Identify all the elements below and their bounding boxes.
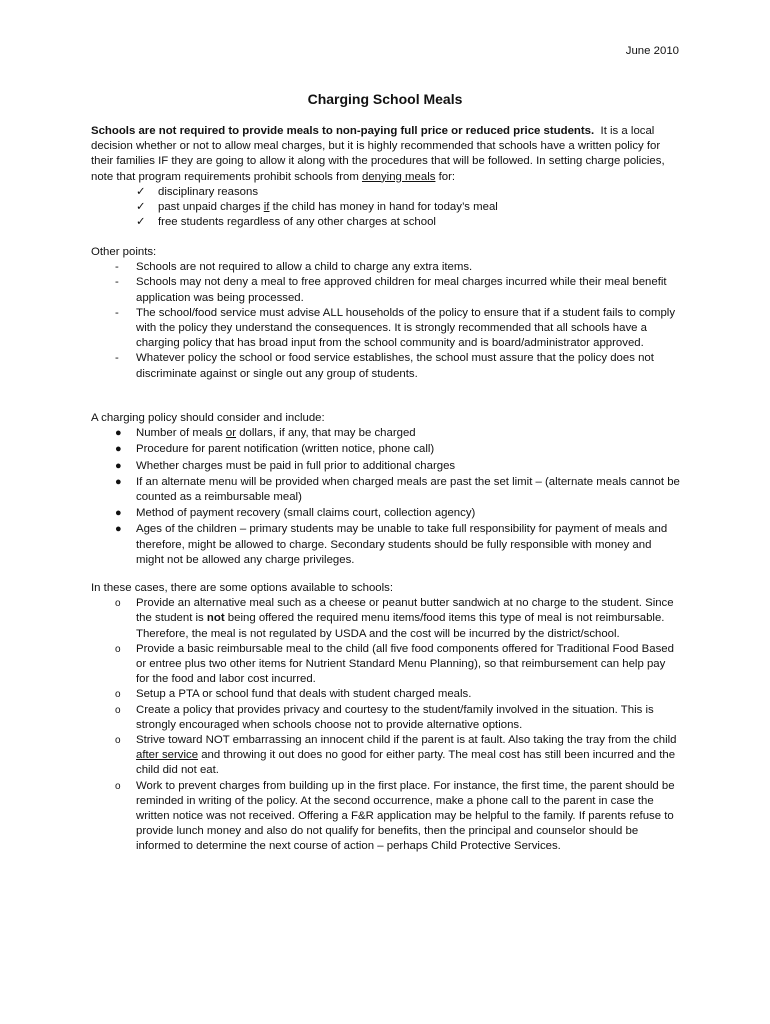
- bullet-icon: ●: [115, 443, 122, 456]
- circle-bullet-icon: o: [115, 704, 121, 716]
- list-item: o Strive toward NOT embarrassing an innocent child if the parent is at fault. Also taking the tray from the child after service and throwing it out does no good for either party. The meal cost has still been incurred and the child did not eat.: [115, 734, 677, 777]
- list-item: o Work to prevent charges from building up in the first place. For instance, the first time, the parent should be reminded in writing of the policy. At the second occurrence, make a phone call to the parent in case the written notice was not received. Offering a F&R application may be helpful to the family. If parents refuse to provide lunch money and also do not qualify for benefits, then the principal and counselor should be informed to determine the next course of action – perhaps Child Protective Services.: [115, 779, 675, 853]
- charging-policy-section: [91, 411, 681, 568]
- intro-paragraph: [91, 124, 681, 185]
- list-item: o Setup a PTA or school fund that deals with student charged meals.: [91, 687, 681, 702]
- document-date: June 2010: [625, 45, 679, 57]
- intro-underline: denying meals: [361, 170, 436, 183]
- options-section: [91, 581, 681, 855]
- dash-icon: -: [115, 276, 119, 289]
- checkmark-icon: ✓: [136, 216, 146, 229]
- list-item: ✓ disciplinary reasons: [91, 185, 681, 200]
- options-heading: In these cases, there are some options available to schools:: [91, 582, 394, 594]
- other-points-heading: Other points:: [91, 246, 157, 258]
- policy-list: [91, 426, 681, 568]
- checkmark-icon: ✓: [136, 185, 146, 198]
- circle-bullet-icon: o: [115, 735, 121, 747]
- bullet-icon: ●: [115, 523, 122, 536]
- list-item: ● Ages of the children – primary students may be unable to take full responsibility for payment of meals and therefore, might be allowed to charge. Secondary students should be fully responsible with money and might not be allowed any charge privileges.: [115, 523, 668, 566]
- circle-bullet-icon: o: [115, 598, 121, 610]
- list-item: - Schools may not deny a meal to free approved children for meal charges incurred while their meal benefit application was being processed.: [115, 276, 667, 304]
- intro-section: [91, 124, 681, 230]
- circle-bullet-icon: o: [115, 780, 121, 792]
- document-title: Charging School Meals: [307, 91, 463, 107]
- dash-icon: -: [115, 261, 119, 274]
- intro-text: It is a local decision whether or not to allow meal charges, but it is highly recommended that schools have a written policy for their families IF they are going to allow it along with the procedures that will be followed. In setting charge policies, note that program requirements prohibit schools from: [91, 125, 665, 183]
- other-points-list: [91, 260, 681, 382]
- policy-heading: A charging policy should consider and include:: [91, 412, 325, 424]
- intro-text-end: for:: [435, 170, 456, 183]
- list-item: - Schools are not required to allow a child to charge any extra items.: [91, 260, 681, 275]
- list-item: o Provide an alternative meal such as a cheese or peanut butter sandwich at no charge to the student. Since the student is not being offered the required menu items/food items this type of meal is not reimbursable. Therefore, the meal is not regulated by USDA and the cost will be incurred by the district/school.: [115, 597, 674, 640]
- list-item: ● Number of meals or dollars, if any, that may be charged: [91, 426, 681, 441]
- list-item: ✓ free students regardless of any other charges at school: [91, 215, 681, 230]
- bullet-icon: ●: [115, 507, 122, 520]
- list-item: ✓ past unpaid charges if the child has money in hand for today’s meal: [91, 200, 681, 215]
- list-item: ● If an alternate menu will be provided when charged meals are past the set limit – (alternate meals cannot be counted as a reimbursable meal): [115, 475, 680, 504]
- circle-bullet-icon: o: [115, 689, 121, 701]
- checkmark-icon: ✓: [136, 201, 146, 214]
- prohibited-reasons-list: [91, 185, 681, 231]
- list-item: ● Method of payment recovery (small claims court, collection agency): [91, 506, 681, 521]
- bullet-icon: ●: [115, 459, 122, 472]
- list-item: o Create a policy that provides privacy and courtesy to the student/family involved in the situation. This is strongly encouraged when schools choose not to provide alternative options.: [115, 703, 654, 731]
- list-item: - Whatever policy the school or food service establishes, the school must assure that the policy does not discriminate against or single out any group of students.: [115, 352, 654, 380]
- intro-bold: Schools are not required to provide meals to non-paying full price or reduced price students.: [91, 125, 595, 137]
- list-item: - The school/food service must advise ALL households of the policy to ensure that if a student fails to comply with the policy they understand the consequences. It is strongly recommended that all schools have a charging policy that has broad input from the school community and is board/administrator approved.: [115, 306, 676, 350]
- circle-bullet-icon: o: [115, 643, 121, 655]
- bullet-icon: ●: [115, 427, 122, 440]
- other-points-section: [91, 245, 681, 382]
- list-item: o Provide a basic reimbursable meal to the child (all five food components offered for Traditional Food Based or entree plus two other items for Nutrient Standard Menu Planning), so that reimbursement can help pay for the food and labor cost incurred.: [115, 642, 674, 686]
- list-item: ● Whether charges must be paid in full prior to additional charges: [91, 459, 681, 474]
- dash-icon: -: [115, 352, 119, 365]
- dash-icon: -: [115, 306, 119, 319]
- options-list: [91, 596, 681, 854]
- bullet-icon: ●: [115, 475, 122, 488]
- list-item: ● Procedure for parent notification (written notice, phone call): [91, 442, 681, 457]
